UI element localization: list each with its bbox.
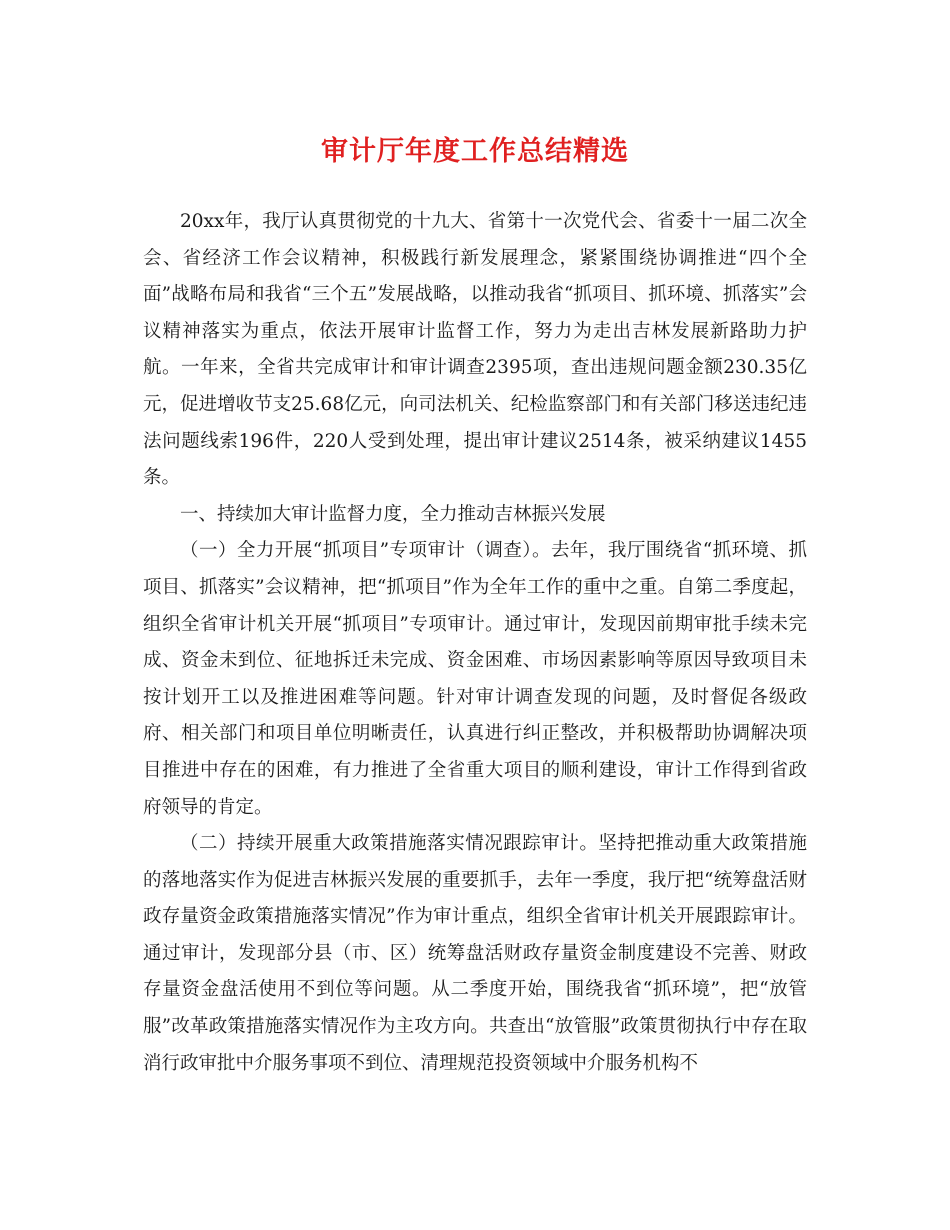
subsection-paragraph-2: （二）持续开展重大政策措施落实情况跟踪审计。坚持把推动重大政策措施的落地落实作为促进吉林振兴发展的重要抓手，去年一季度，我厅把“统筹盘活财政存量资金政策措施落实情况”作为审计重点，组织全省审计机关开展跟踪审计。通过审计，发现部分县（市、区）统筹盘活财政存量资金制度建设不完善、财政存量资金盘活使用不到位等问题。从二季度开始，围绕我省“抓环境”，把“放管服”改革政策措施落实情况作为主攻方向。共查出“放管服”政策贯彻执行中存在取消行政审批中介服务事项不到位、清理规范投资领域中介服务机构不: [143, 833, 807, 1074]
document-body: [143, 204, 807, 1082]
subsection-paragraph-1: （一）全力开展“抓项目”专项审计（调查）。去年，我厅围绕省“抓环境、抓项目、抓落实”会议精神，把“抓项目”作为全年工作的重中之重。自第二季度起，组织全省审计机关开展“抓项目”专项审计。通过审计，发现因前期审批手续未完成、资金未到位、征地拆迁未完成、资金困难、市场因素影响等原因导致项目未按计划开工以及推进困难等问题。针对审计调查发现的问题，及时督促各级政府、相关部门和项目单位明晰责任，认真进行纠正整改，并积极帮助协调解决项目推进中存在的困难，有力推进了全省重大项目的顺利建设，审计工作得到省政府领导的肯定。: [143, 540, 807, 818]
section-heading-1: 一、持续加大审计监督力度，全力推动吉林振兴发展: [180, 503, 606, 525]
document-title: 审计厅年度工作总结精选: [321, 136, 629, 167]
intro-paragraph: 20xx年，我厅认真贯彻党的十九大、省第十一次党代会、省委十一届二次全会、省经济工作会议精神，积极践行新发展理念，紧紧围绕协调推进“四个全面”战略布局和我省“三个五”发展战略，以推动我省“抓项目、抓环境、抓落实”会议精神落实为重点，依法开展审计监督工作，努力为走出吉林发展新路助力护航。一年来，全省共完成审计和审计调查2395项，查出违规问题金额230.35亿元，促进增收节支25.68亿元，向司法机关、纪检监察部门和有关部门移送违纪违法问题线索196件，220人受到处理，提出审计建议2514条，被采纳建议1455条。: [143, 211, 807, 489]
